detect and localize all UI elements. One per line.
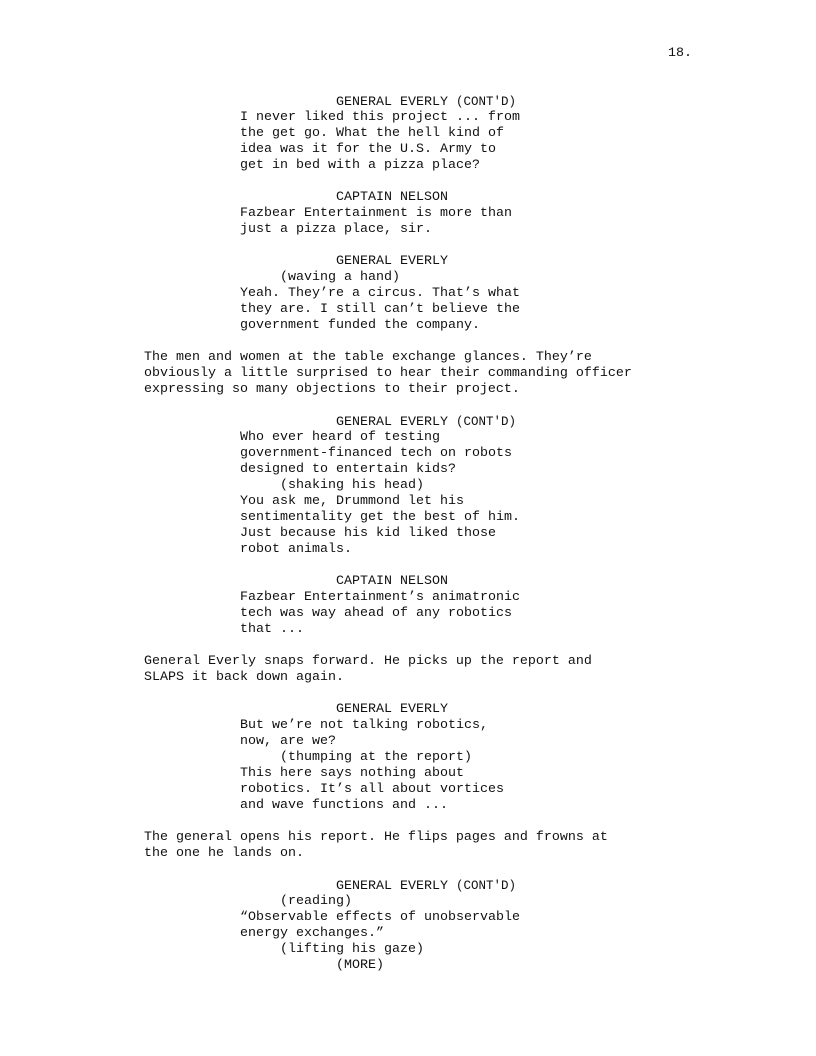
character-cue: GENERAL EVERLY [336, 254, 448, 269]
action-line: General Everly snaps forward. He picks up the report and [144, 654, 592, 669]
dialogue-line: “Observable effects of unobservable [240, 910, 520, 925]
dialogue-line: get in bed with a pizza place? [240, 158, 480, 173]
character-cue: CAPTAIN NELSON [336, 574, 448, 589]
character-cue: GENERAL EVERLY (CONT'D) [336, 415, 516, 430]
page-number: 18. [668, 46, 692, 61]
dialogue-line: they are. I still can’t believe the [240, 302, 520, 317]
dialogue-line: robotics. It’s all about vortices [240, 782, 504, 797]
parenthetical: (thumping at the report) [280, 750, 472, 765]
character-cue: GENERAL EVERLY (CONT'D) [336, 95, 516, 110]
character-cue: GENERAL EVERLY [336, 702, 448, 717]
dialogue-line: You ask me, Drummond let his [240, 494, 464, 509]
dialogue-line: now, are we? [240, 734, 336, 749]
cont-d-extension: (CONT'D) [455, 415, 516, 429]
cont-d-extension: (CONT'D) [455, 879, 516, 893]
character-cue: GENERAL EVERLY (CONT'D) [336, 879, 516, 894]
dialogue-line: I never liked this project ... from [240, 110, 520, 125]
action-line: The men and women at the table exchange glances. They’re [144, 350, 592, 365]
dialogue-line: tech was way ahead of any robotics [240, 606, 512, 621]
parenthetical: (lifting his gaze) [280, 942, 424, 957]
dialogue-line: This here says nothing about [240, 766, 464, 781]
dialogue-line: Yeah. They’re a circus. That’s what [240, 286, 520, 301]
dialogue-line: Fazbear Entertainment’s animatronic [240, 590, 520, 605]
action-line: expressing so many objections to their project. [144, 382, 520, 397]
dialogue-line: government-financed tech on robots [240, 446, 512, 461]
more-marker: (MORE) [336, 958, 384, 973]
dialogue-line: Fazbear Entertainment is more than [240, 206, 512, 221]
dialogue-line: designed to entertain kids? [240, 462, 456, 477]
dialogue-line: that ... [240, 622, 304, 637]
action-line: The general opens his report. He flips pages and frowns at [144, 830, 608, 845]
dialogue-line: just a pizza place, sir. [240, 222, 432, 237]
parenthetical: (shaking his head) [280, 478, 424, 493]
dialogue-line: the get go. What the hell kind of [240, 126, 504, 141]
dialogue-line: energy exchanges.” [240, 926, 384, 941]
parenthetical: (reading) [280, 894, 352, 909]
action-line: SLAPS it back down again. [144, 670, 344, 685]
dialogue-line: Just because his kid liked those [240, 526, 496, 541]
cont-d-extension: (CONT'D) [455, 95, 516, 109]
action-line: the one he lands on. [144, 846, 304, 861]
dialogue-line: and wave functions and ... [240, 798, 448, 813]
dialogue-line: idea was it for the U.S. Army to [240, 142, 496, 157]
dialogue-line: Who ever heard of testing [240, 430, 440, 445]
dialogue-line: robot animals. [240, 542, 352, 557]
dialogue-line: government funded the company. [240, 318, 480, 333]
dialogue-line: But we’re not talking robotics, [240, 718, 488, 733]
action-line: obviously a little surprised to hear their commanding officer [144, 366, 632, 381]
parenthetical: (waving a hand) [280, 270, 400, 285]
character-cue: CAPTAIN NELSON [336, 190, 448, 205]
dialogue-line: sentimentality get the best of him. [240, 510, 520, 525]
